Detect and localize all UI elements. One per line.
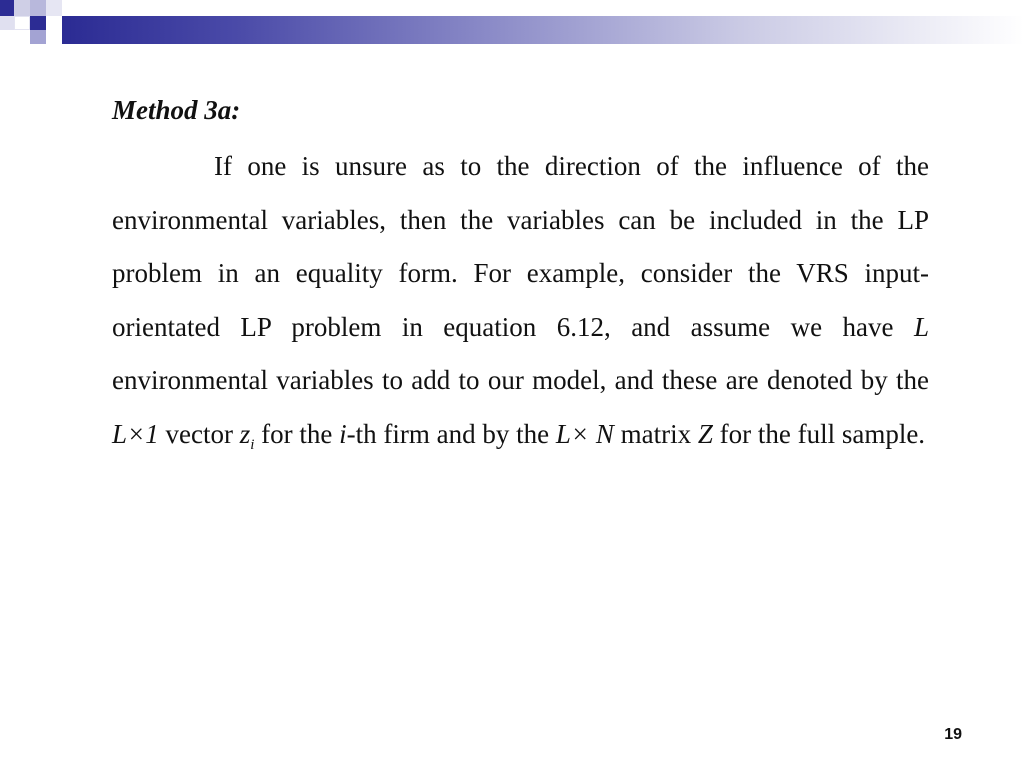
math-matrix-z: Z	[697, 418, 713, 449]
body-text: for the full sample.	[712, 418, 926, 449]
body-paragraph	[112, 140, 929, 472]
math-z-base: z	[239, 418, 251, 449]
body-text: environmental variables to add to our model, and these are denoted by the	[112, 365, 929, 395]
math-dim-l-by-1: L×1	[112, 418, 159, 449]
header-square	[30, 0, 46, 16]
math-var-l: L	[913, 311, 929, 342]
header-square	[0, 0, 14, 16]
header-square	[14, 0, 30, 16]
header-square	[30, 16, 46, 30]
header-square	[46, 16, 62, 30]
body-text: -th firm and by the	[346, 418, 556, 449]
body-text: matrix	[613, 418, 698, 449]
math-vector-z	[239, 418, 255, 453]
body-text: for the	[254, 418, 340, 449]
body-text: If one is unsure as to the direction of the influence of the environmental variables, then the variables can be included in the LP problem in an equality form. For example, consider the VRS input-orientated LP problem in equation 6.12, and assume we have	[112, 151, 929, 342]
math-z-subscript: i	[250, 436, 255, 453]
slide-content	[112, 90, 929, 472]
header-gradient-bar	[62, 16, 1024, 44]
header-square	[0, 16, 14, 30]
body-text: vector	[158, 418, 240, 449]
slide-title: Method 3a:	[112, 95, 241, 125]
header-square	[30, 30, 46, 44]
math-dim-l-by-n: L× N	[555, 418, 614, 449]
math-var-i: i	[339, 418, 347, 449]
header-square	[14, 16, 30, 30]
page-number: 19	[944, 726, 962, 743]
header-square	[46, 0, 62, 16]
